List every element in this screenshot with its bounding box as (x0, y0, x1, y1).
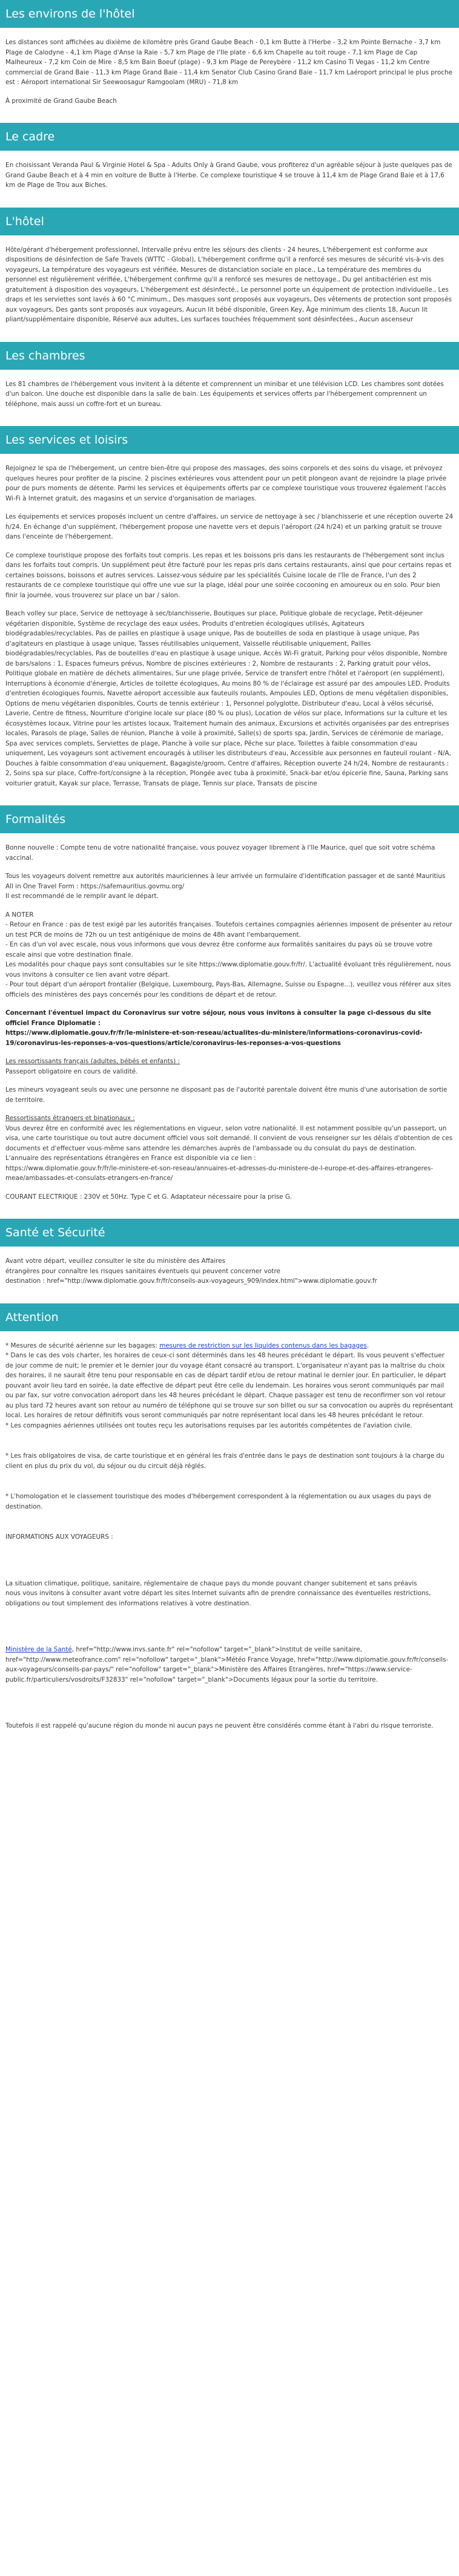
formalites-foreign-nationals-body: Vous devrez être en conformité avec les réglementations en vigueur, selon votre nationalité. Il est notamment possible qu'un passeport, un visa, une carte touristique ou tout autre document officiel vous soit demandé. Il convient de vous renseigner sur les délais d'obtention de ces documents et d'effectuer vous-même sans attendre les démarches auprès de l'ambassade ou du consulat du pays de destination. L'annuaire des représentations étrangères en France est disponible via ce lien : https://www.diplomatie.gouv.fr/fr/le-ministere-et-son-reseau/annuaires-et-adresses-du-ministere-de-l-europe-et-des-affaires-etrangeres-meae/ambassades-et-consulats-etrangers-en-france/ (5, 1124, 453, 1182)
services-all-inclusive-text: Ce complexe touristique propose des forfaits tout compris. Les repas et les boissons pris dans les restaurants de l'hébergement sont inclus dans les forfaits tout compris. Un supplément peut être facturé pour les repas pris dans certains restaurants, ainsi que pour certains repas et certaines boissons, boissons et autres services. Laissez-vous séduire par les spécialités Cuisine locale de l'île de France, l'un des 2 restaurants de ce complexe touristique qui offre une vue sur la plage, idéal pour une soirée cocooning en amoureux ou en solo. Pour bien finir la journée, vous trouverez sur place un bar / salon. (5, 551, 452, 599)
cadre-text: En choisissant Veranda Paul & Virginie Hotel & Spa - Adults Only à Grand Gaube, vous profiterez d'un agréable séjour à juste quelques pas de Grand Gaube Beach et à 4 min en voiture de Butte à l'Herbe. Ce complexe touristique 4 se trouve à 11,4 km de Plage Grand Baie et à 17,6 km de Plage de Trou aux Biches. (5, 162, 452, 189)
formalites-minors: Les mineurs voyageant seuls ou avec une personne ne disposant pas de l'autorité parentale doivent être munis d'une autorisation de sortie de territoire. (5, 1086, 447, 1104)
formalites-french-nationals-body: Passeport obligatoire en cours de validité. (5, 1067, 138, 1075)
services-spa-text: Rejoignez le spa de l'hébergement, un centre bien-être qui propose des massages, des soins corporels et des soins du visage, et prévoyez quelques heures pour profiter de la piscine. 2 piscines extérieures vous attendent pour un petit plongeon avant de rejoindre la plage privée pour de purs moments de détente. Parmi les services et équipements offerts par ce complexe touristique vous trouverez également l'accès Wi-Fi à Internet gratuit, des magasins et un service d'organisation de mariages. (5, 465, 447, 502)
section-attention (0, 1303, 459, 1748)
environs-distances: Les distances sont affichées au dixième de kilomètre près Grand Gaube Beach - 0,1 km Butte à l'Herbe - 3,2 km Pointe Bernache - 3,7 km Plage de Calodyne - 4,1 km Plage d'Anse la Raie - 5,7 km Plage de l'Ile plate - 6,6 km Chapelle au toit rouge - 7,1 km Plage de Cap Malheureux - 7,2 km Coin de Mire - 8,5 km Bain Boeuf (plage) - 9,3 km Plage de Pereybère - 11,2 km Casino Ti Vegas - 11,2 km Centre commercial de Grand Baie - 11,3 km Plage Grand Baie - 11,4 km Senator Club Casino Grand Baie - 11,7 km Laéroport principal le plus proche est : Aéroport international Sir Seewoosagur Ramgoolam (MRU) - 71,8 km (5, 39, 453, 86)
formalites-french-nationals (5, 1057, 454, 1077)
section-formalites (0, 805, 459, 1219)
section-title-services: Les services et loisirs (0, 426, 459, 454)
section-hotel (0, 208, 459, 342)
formalites-coronavirus (5, 1008, 454, 1048)
section-title-sante: Santé et Sécurité (0, 1219, 459, 1247)
section-services (0, 426, 459, 805)
section-cadre (0, 123, 459, 208)
formalites-foreign-nationals-head: Ressortissants étrangers et binationaux : (5, 1115, 135, 1122)
attention-links-text (5, 1645, 454, 1685)
attention-flights-text (5, 1341, 454, 1431)
attention-classification: * L'homologation et le classement touristique des modes d'hébergement correspondent à la réglementation ou aux usages du pays de destination. (5, 1493, 432, 1510)
services-amenities-list: Beach volley sur place, Service de nettoyage à sec/blanchisserie, Boutiques sur place, Politique globale de recyclage, Petit-déjeuner végétarien disponible, Système de recyclage des eaux usées, Produits d'entretien écologiques utilisés, Agitateurs biodégradables/recyclables, Pas de pailles en plastique à usage unique, Pas de bouteilles de soda en plastique à usage unique, Pas d'agitateurs en plastique à usage unique, Tasses réutilisables uniquement, Vaisselle réutilisable uniquement, Pailles biodégradables/recyclables, Pas de bouteilles d'eau en plastique à usage unique, Accès Wi-Fi gratuit, Parking pour vélos disponible, Nombre de bars/salons : 1, Espaces fumeurs prévus, Nombre de piscines extérieures : 2, Nombre de restaurants : 2, Parking gratuit pour vélos, Politique globale en matière de déchets alimentaires, Sur une plage privée, Service de transfert entre l'hôtel et l'aéroport (en supplément), Interruptions à économie d'énergie, Articles de toilette écologiques, Au moins 80 % de l'éclairage est assuré par des ampoules LED, Produits d'entretien écologiques fournis, Navette aéroport accessible aux fauteuils roulants, Ampoules LED, Options de menu végétalien disponibles, Options de menu végétarien disponibles, Courts de tennis extérieur : 1, Personnel polyglotte, Distributeur d'eau, Local à vélos sécurisé, Laverie, Centre de fitness, Nourriture d'origine locale sur place (80 % ou plus), Location de vélos sur place, Informations sur la culture et les écosystèmes locaux, Vitrine pour les artistes locaux, Traitement humain des animaux, Excursions et activités organisées par des entreprises locales, Parasols de plage, Salles de réunion, Planche à voile à proximité, Salle(s) de sports spa, Jardin, Services de cérémonie de mariage, Spa avec services complets, Serviettes de plage, Planche à voile sur place, Pêche sur place, Toilettes à faible consommation d'eau uniquement, Les voyageurs sont activement encouragés à utiliser les distributeurs d'eau, Accessible aux personnes en fauteuil roulant - N/A, Douches à faible consommation d'eau uniquement, Bagagiste/groom, Centre d'affaires, Réception ouverte 24 h/24, Nombre de restaurants : 2, Soins spa sur place, Coffre-fort/consigne à la réception, Plongée avec tuba à proximité, Snack-bar et/ou épicerie fine, Sauna, Parking sans voiturier gratuit, Kayak sur place, Terrasse, Transats de plage, Tennis sur place, Transats de piscine (5, 610, 451, 787)
attention-links-rest: , href="http://www.invs.sante.fr" rel="nofollow" target="_blank">Institut de veille sanitaire, href="http://www.meteofrance.com" rel="nofollow" target="_blank">Météo France Voyage, href="http://www.diplomatie.gouv.fr/fr/conseils-aux-voyageurs/conseils-par-pays/" rel="nofollow" target="_blank">Ministère des Affaires Etrangères, href="https://www.service-public.fr/particuliers/vosdroits/F32833" rel="nofollow" target="_blank">Documents légaux pour la sortie du territoire. (5, 1646, 449, 1683)
attention-visa-fees: * Les frais obligatoires de visa, de carte touristique et en général les frais d'entrée dans le pays de destination sont toujours à la charge du client en plus du prix du vol, du séjour ou du circuit déjà réglés. (5, 1452, 444, 1470)
section-title-hotel: L'hôtel (0, 208, 459, 235)
section-title-chambres: Les chambres (0, 342, 459, 370)
sante-text: Avant votre départ, veuillez consulter le site du ministère des Affaires étrangères pour connaître les risques sanitaires éventuels qui peuvent concerner votre destination : href="http://www.diplomatie.gouv.fr/fr/conseils-aux-voyageurs_909/index.html">www.diplomatie.gouv.fr (5, 1257, 377, 1285)
ministere-sante-link[interactable]: Ministère de la Santé (5, 1646, 72, 1653)
formalites-coronavirus-bold: Concernant l'éventuel impact du Coronavirus sur votre séjour, nous vous invitons à consulter la page ci-dessous du site officiel France Diplomatie : https://www.diplomatie.gouv.fr/fr/le-ministere-et-son-reseau/actualites-du-ministere/informations-coronavirus-covid-19/coronavirus-les-reponses-a-vos-questions/article/coronavirus-les-reponses-a-vos-questions (5, 1009, 431, 1047)
formalites-note: A NOTER - Retour en France : pas de test exigé par les autorités françaises. Toutefois certaines compagnies aériennes imposent de présenter au retour un test PCR de moins de 72h ou un test antigénique de moins de 48h avant l'embarquement. - En cas d'un vol avec escale, nous vous informons que vous devrez être conforme aux formalités sanitaires du pays où se trouve votre escale ainsi que votre destination finale. Les modalités pour chaque pays sont consultables sur le site https://www.diplomatie.gouv.fr/fr/. L'actualité évoluant très régulièrement, nous vous invitons à consulter ce lien avant votre départ. - Pour tout départ d'un aéroport frontalier (Belgique, Luxembourg, Pays-Bas, Allemagne, Suisse ou Espagne...), veuillez vous référer aux sites officiels des ministères des pays concernés pour les conditions de départ et de retour. (5, 911, 452, 998)
attention-terrorism-text: Toutefois il est rappelé qu'aucune région du monde ni aucun pays ne peuvent être considérés comme étant à l'abri du risque terroriste. (5, 1722, 434, 1729)
section-title-cadre: Le cadre (0, 123, 459, 151)
attention-info-heading: INFORMATIONS AUX VOYAGEURS : (5, 1533, 113, 1541)
environs-proximity: À proximité de Grand Gaube Beach (5, 97, 117, 105)
section-title-attention: Attention (0, 1303, 459, 1331)
section-title-formalites: Formalités (0, 805, 459, 833)
formalites-electricity: COURANT ELECTRIQUE : 230V et 50Hz. Type C et G. Adaptateur nécessaire pour la prise G. (5, 1193, 292, 1201)
section-title-environs: Les environs de l'hôtel (0, 0, 459, 28)
attention-luggage-pre: * Mesures de sécurité aérienne sur les bagages: (5, 1342, 160, 1349)
formalites-foreign-nationals (5, 1113, 454, 1184)
hotel-text: Hôte/gérant d'hébergement professionnel, Intervalle prévu entre les séjours des clients - 24 heures, L'hébergement est conforme aux dispositions de désinfection de Safe Travels (WTTC - Global), L'hébergement confirme qu'il a renforcé ses mesures de sécurité vis-à-vis des voyageurs, La température des voyageurs est vérifiée, Mesures de distanciation sociale en place., La température des membres du personnel est régulièrement vérifiée, L'hébergement confirme qu'il a renforcé ses mesures de nettoyage., Du gel antibactérien est mis gratuitement à disposition des voyageurs, L'hébergement est désinfecté., Le personnel porte un équipement de protection individuelle., Les draps et les serviettes sont lavés à 60 °C minimum., Des masques sont proposés aux voyageurs, Des vêtements de protection sont proposés aux voyageurs, Des gants sont proposés aux voyageurs, Aucun lit bébé disponible, Green Key, Âge minimum des clients 18, Aucun lit pliant/supplémentaire disponible, Réservé aux adultes, Les surfaces touchées fréquemment sont désinfectées., Aucun ascenseur (5, 246, 452, 323)
attention-situation-text: La situation climatique, politique, sanitaire, réglementaire de chaque pays du monde pouvant changer subitement et sans préavis nous vous invitons à consulter avant votre départ les sites Internet suivants afin de prendre connaissance des éventuelles restrictions, obligations ou tout simplement des informations relatives à votre destination. (5, 1579, 431, 1607)
section-chambres (0, 342, 459, 427)
section-environs (0, 0, 459, 123)
formalites-travel-form: Tous les voyageurs doivent remettre aux autorités mauriciennes à leur arrivée un formulaire d'identification passager et de santé Mauritius All in One Travel Form : https://safemauritius.govmu.org/ Il est recommandé de le remplir avant le départ. (5, 873, 446, 900)
formalites-french-nationals-head: Les ressortissants français (adultes, bébés et enfants) : (5, 1058, 180, 1065)
attention-flights-body: . * Dans le cas des vols charter, les horaires de ceux-ci sont déterminés dans les 48 heures précédant le départ. Ils vous peuvent s'effectuer de jour comme de nuit; le premier et le dernier jour du voyage étant consacré au transport. L'organisateur n'ayant pas la maîtrise du choix des horaires, il ne saurait être tenu pour responsable en cas de départ tardif et/ou de retour matinal le dernier jour. En particulier, le départ pouvant avoir lieu tard en soirée, la date effective de départ peut être celle du lendemain. Les horaires vous seront communiqués par mail ou par fax, sur votre convocation aéroport dans les 48 heures précédant le départ. Chaque passager est tenu de reconfirmer son vol retour au plus tard 72 heures avant son retour au numéro de téléphone qui se trouve sur son billet ou sur sa convocation ou auprès du représentant local. Les horaires de retour définitifs vous seront communiqués par notre représentant local dans les 48 heures précédant le retour. * Les compagnies aériennes utilisées ont toutes reçu les autorisations requises par les autorités compétentes de l'aviation civile. (5, 1342, 454, 1429)
chambres-text: Les 81 chambres de l'hébergement vous invitent à la détente et comprennent un minibar et une télévision LCD. Les chambres sont dotées d'un balcon. Une douche est disponible dans la salle de bain. Les équipements et services offerts par l'hébergement comprennent un téléphone, mais aussi un coffre-fort et un bureau. (5, 380, 444, 408)
liquids-restriction-link[interactable]: mesures de restriction sur les liquides contenus dans les bagages (159, 1342, 367, 1349)
section-sante (0, 1219, 459, 1303)
services-equipment-text: Les équipements et services proposés incluent un centre d'affaires, un service de nettoyage à sec / blanchisserie et une réception ouverte 24 h/24. En échange d'un supplément, l'hébergement propose une navette vers et depuis l'aéroport (24 h/24) et un parking gratuit se trouve dans l'enceinte de l'hébergement. (5, 513, 454, 540)
formalites-good-news: Bonne nouvelle : Compte tenu de votre nationalité française, vous pouvez voyager librement à l'Ile Maurice, quel que soit votre schéma vaccinal. (5, 844, 435, 862)
